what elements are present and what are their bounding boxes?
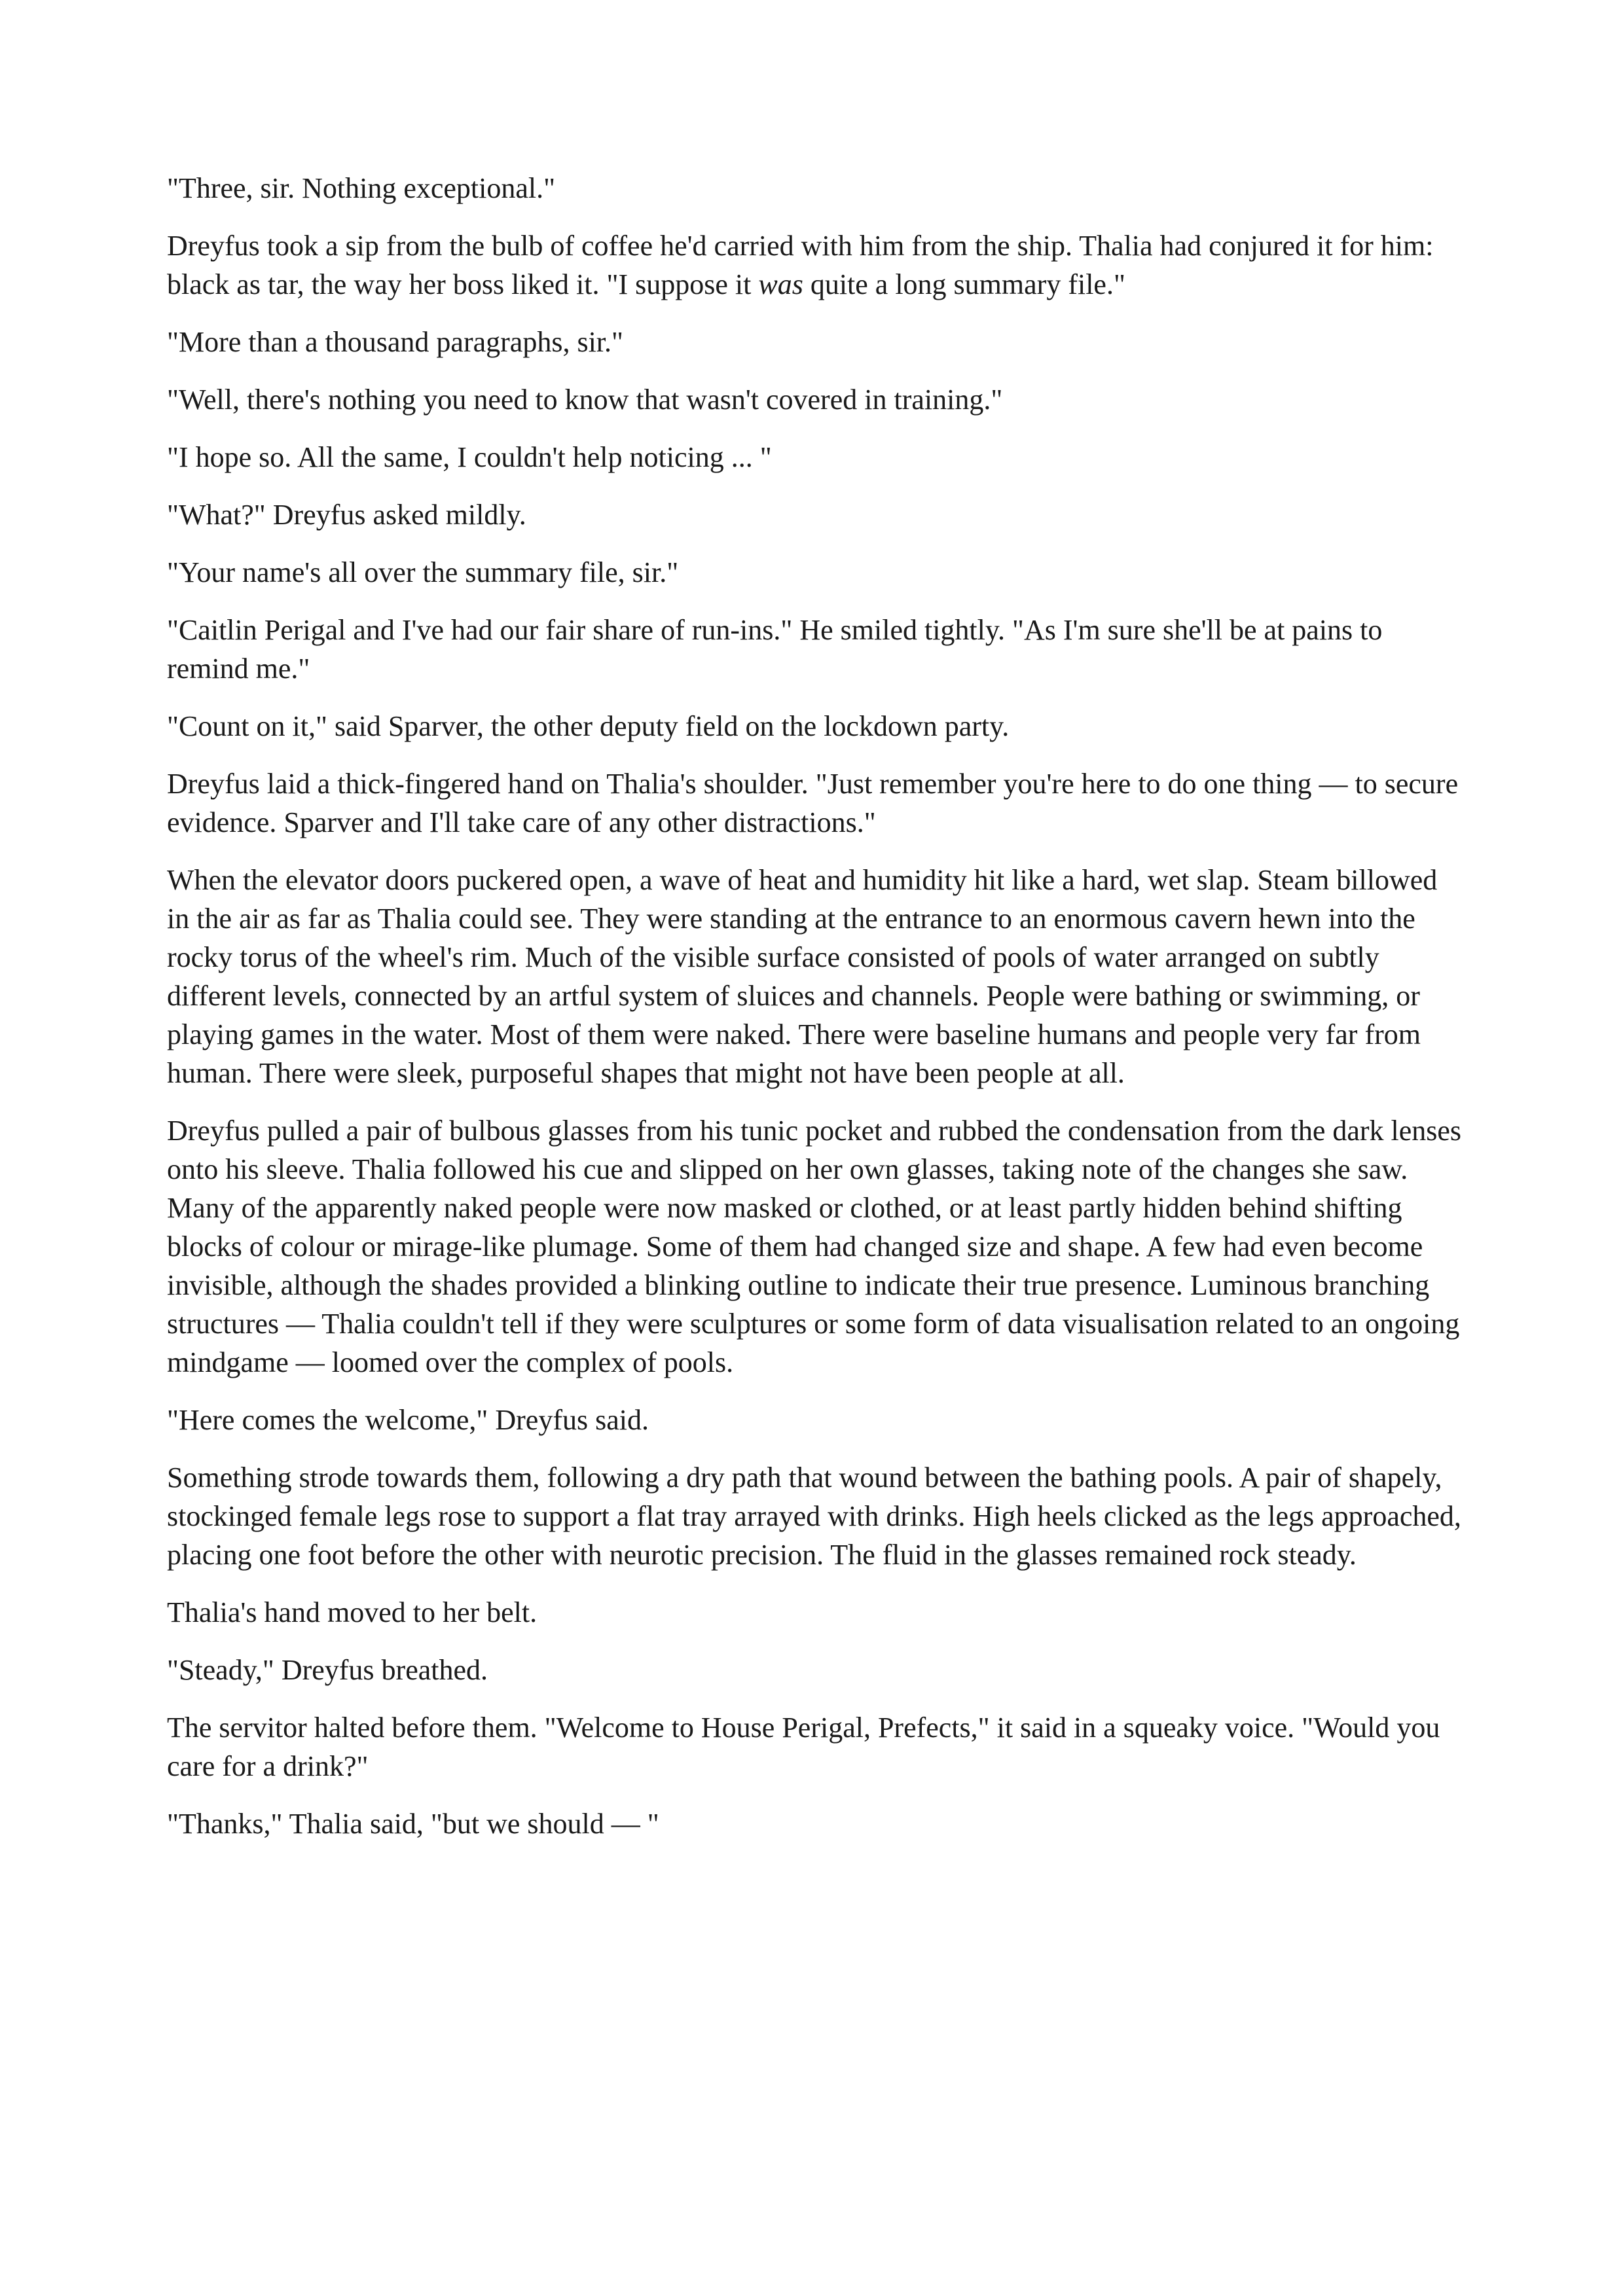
paragraph-3: "More than a thousand paragraphs, sir." (167, 326, 623, 358)
paragraph-11: When the elevator doors puckered open, a wave of heat and humidity hit like a hard, wet slap. Steam billowed in the air as far as Thalia could see. They were standing at the entrance to an enormous cavern hewn into the rocky torus of the wheel's rim. Much of the visible surface consisted of pools of water arranged on subtly different levels, connected by an artful system of sluices and channels. People were bathing or swimming, or playing games in the water. Most of them were naked. There were baseline humans and people very far from human. There were sleek, purposeful shapes that might not have been people at all. (167, 864, 1438, 1089)
paragraph-14: Something strode towards them, following a dry path that wound between the bathing pools. A pair of shapely, stockinged female legs rose to support a flat tray arrayed with drinks. High heels clicked as the legs approached, placing one foot before the other with neurotic precision. The fluid in the glasses remained rock steady. (167, 1462, 1461, 1571)
paragraph-2-tail: quite a long summary file." (803, 268, 1125, 300)
paragraph-2-emphasis: was (758, 268, 803, 300)
paragraph-16: "Steady," Dreyfus breathed. (167, 1654, 488, 1686)
paragraph-1: "Three, sir. Nothing exceptional." (167, 172, 556, 204)
document-page (167, 169, 1467, 1862)
paragraph-10: Dreyfus laid a thick-fingered hand on Thalia's shoulder. "Just remember you're here to do one thing — to secure evidence. Sparver and I'll take care of any other distractions." (167, 768, 1459, 838)
paragraph-18: "Thanks," Thalia said, "but we should — " (167, 1808, 659, 1840)
paragraph-17: The servitor halted before them. "Welcome to House Perigal, Prefects," it said in a squeaky voice. "Would you care for a drink?" (167, 1712, 1440, 1782)
paragraph-4: "Well, there's nothing you need to know that wasn't covered in training." (167, 384, 1003, 416)
paragraph-2 (167, 226, 1467, 304)
paragraph-5: "I hope so. All the same, I couldn't help noticing ... " (167, 441, 772, 473)
paragraph-9: "Count on it," said Sparver, the other deputy field on the lockdown party. (167, 710, 1010, 742)
paragraph-2-text: Dreyfus took a sip from the bulb of coffee he'd carried with him from the ship. Thalia had conjured it for him: black as tar, the way her boss liked it. "I suppose it (167, 230, 1434, 300)
paragraph-15: Thalia's hand moved to her belt. (167, 1596, 538, 1628)
paragraph-12: Dreyfus pulled a pair of bulbous glasses from his tunic pocket and rubbed the condensation from the dark lenses onto his sleeve. Thalia followed his cue and slipped on her own glasses, taking note of the changes she saw. Many of the apparently naked people were now masked or clothed, or at least partly hidden behind shifting blocks of colour or mirage-like plumage. Some of them had changed size and shape. A few had even become invisible, although the shades provided a blinking outline to indicate their true presence. Luminous branching structures — Thalia couldn't tell if they were sculptures or some form of data visualisation related to an ongoing mindgame — loomed over the complex of pools. (167, 1115, 1462, 1378)
paragraph-13: "Here comes the welcome," Dreyfus said. (167, 1404, 649, 1436)
paragraph-7: "Your name's all over the summary file, sir." (167, 556, 679, 588)
paragraph-8: "Caitlin Perigal and I've had our fair share of run-ins." He smiled tightly. "As I'm sure she'll be at pains to remind me." (167, 614, 1383, 685)
paragraph-6: "What?" Dreyfus asked mildly. (167, 499, 526, 531)
